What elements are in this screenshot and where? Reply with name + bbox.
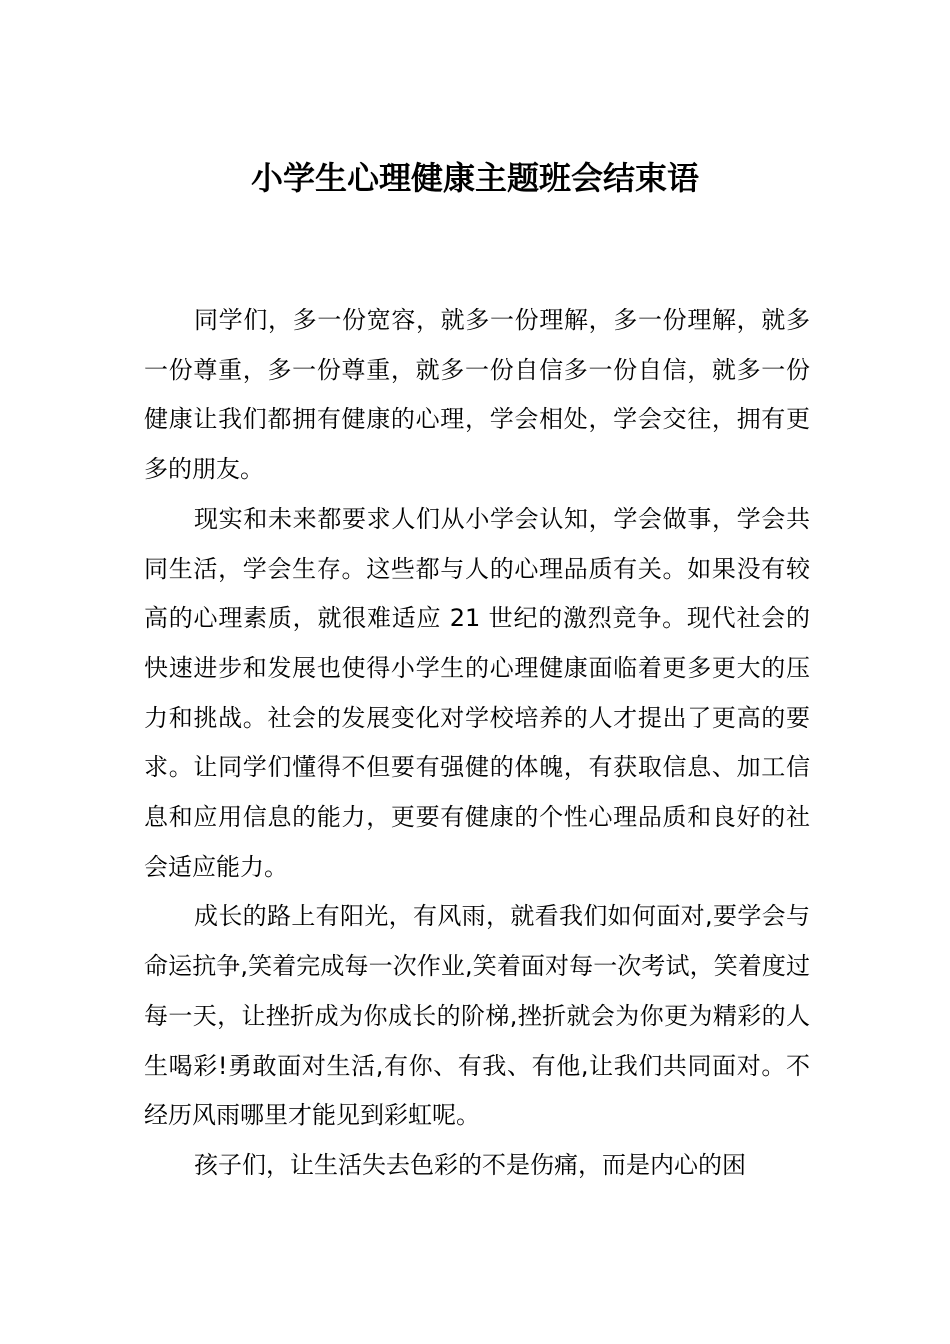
paragraph: 现实和未来都要求人们从小学会认知，学会做事，学会共同生活，学会生存。这些都与人的心理品质有关。如果没有较高的心理素质，就很难适应 21 世纪的激烈竞争。现代社会的快速进步和发展也使得小学生的心理健康面临着更多更大的压力和挑战。社会的发展变化对学校培养的人才提出了更高的要求。让同学们懂得不但要有强健的体魄，有获取信息、加工信息和应用信息的能力，更要有健康的个性心理品质和良好的社会适应能力。 xyxy=(144,504,810,881)
paragraph: 同学们，多一份宽容，就多一份理解，多一份理解，就多一份尊重，多一份尊重，就多一份自信多一份自信，就多一份健康让我们都拥有健康的心理，学会相处，学会交往，拥有更多的朋友。 xyxy=(144,306,810,484)
paragraph: 成长的路上有阳光，有风雨，就看我们如何面对,要学会与命运抗争,笑着完成每一次作业,笑着面对每一次考试，笑着度过每一天，让挫折成为你成长的阶梯,挫折就会为你更为精彩的人生喝彩!勇敢面对生活,有你、有我、有他,让我们共同面对。不经历风雨哪里才能见到彩虹呢。 xyxy=(144,902,810,1130)
document-title: 小学生心理健康主题班会结束语 xyxy=(250,159,699,197)
paragraph: 孩子们，让生活失去色彩的不是伤痛，而是内心的困 xyxy=(194,1150,746,1179)
document-body xyxy=(144,296,810,1191)
